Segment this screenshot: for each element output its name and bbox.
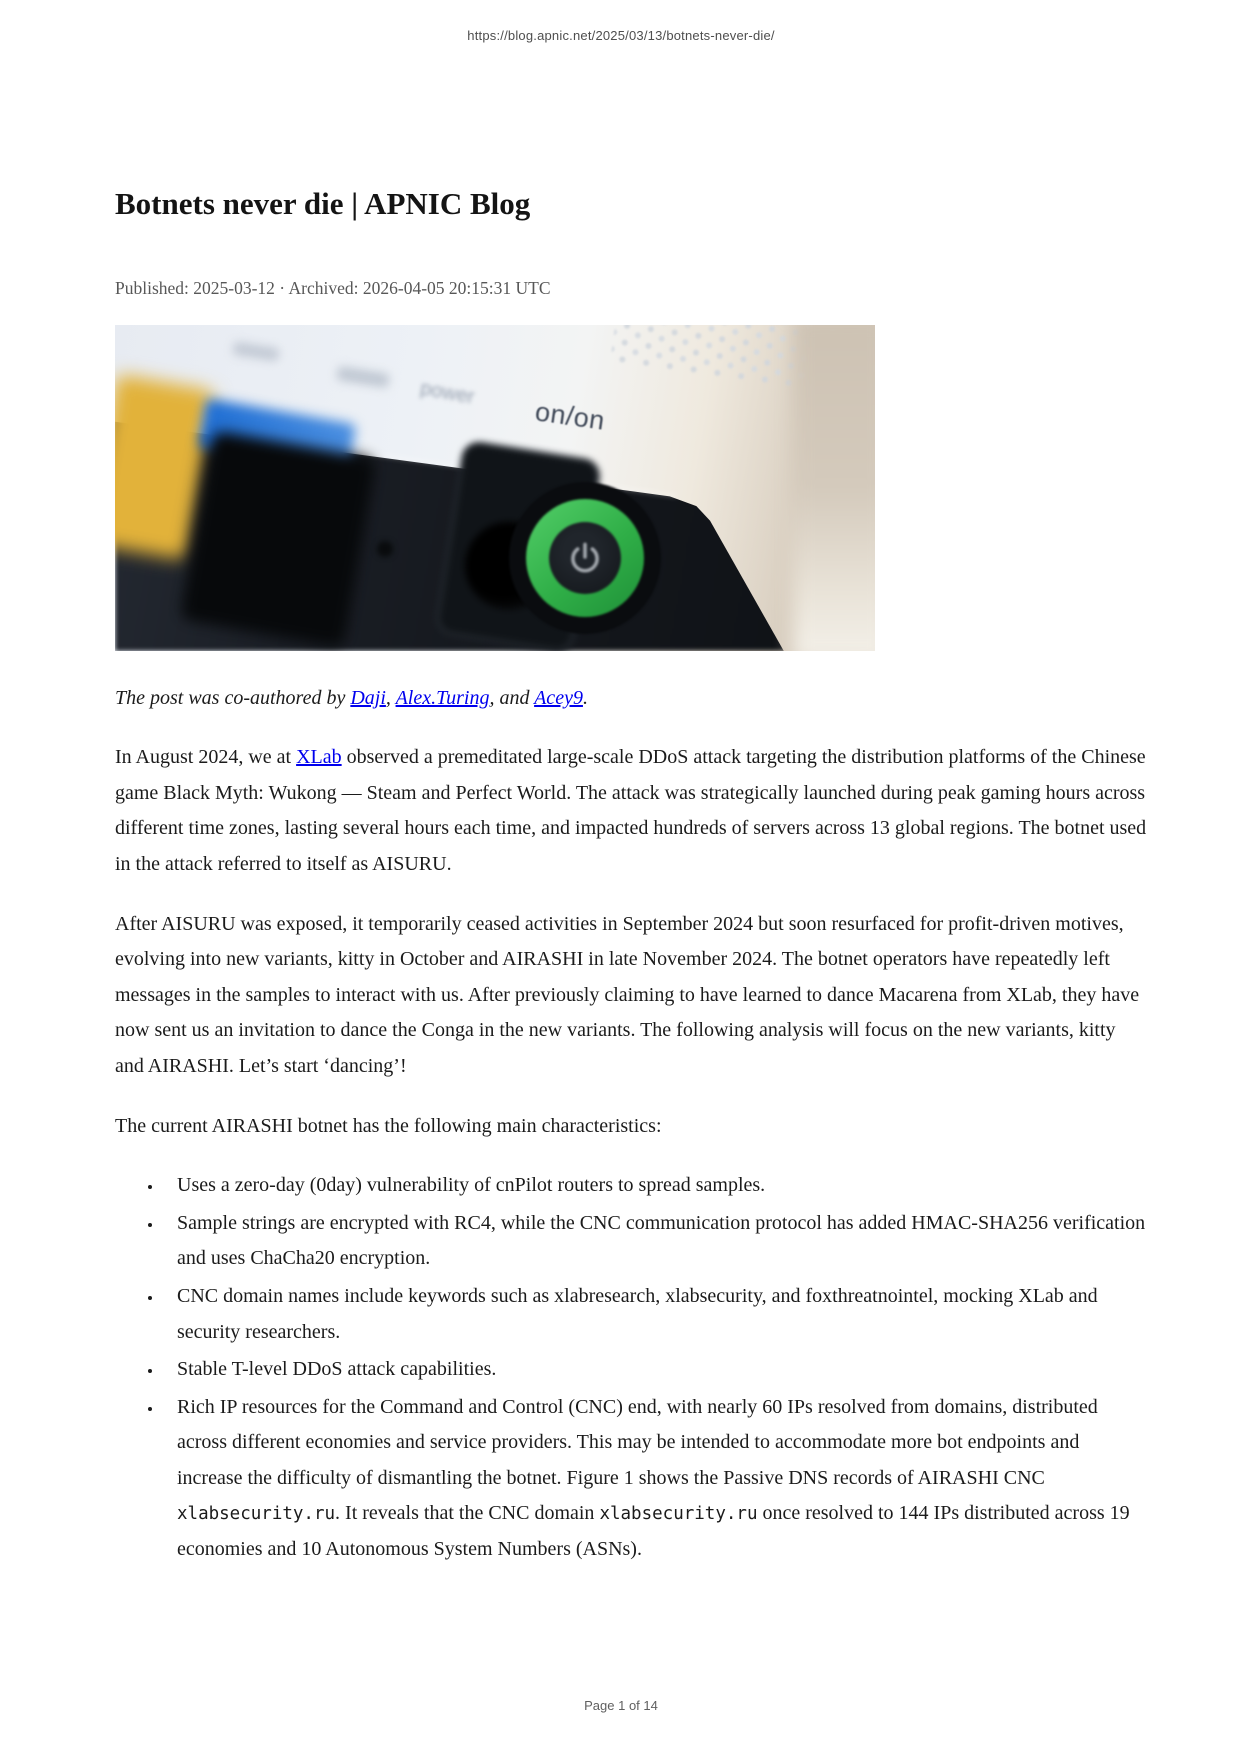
paragraph [115, 1109, 1149, 1145]
list-item [163, 1206, 1149, 1277]
router-power-label: power [418, 377, 477, 409]
mono-text: xlabsecurity.ru [599, 1504, 758, 1525]
port-opening [180, 430, 377, 648]
list-item [163, 1168, 1149, 1204]
mono-text: xlabsecurity.ru [177, 1504, 336, 1525]
article-body [115, 740, 1149, 1144]
list-item [163, 1279, 1149, 1350]
text-segment: Sample strings are encrypted with RC4, while the CNC communication protocol has added HMAC-SHA256 verification and uses ChaCha20 encryption. [177, 1211, 1146, 1270]
power-button-green-ring [526, 499, 644, 617]
source-url: https://blog.apnic.net/2025/03/13/botnets-never-die/ [467, 28, 775, 43]
inline-link[interactable]: Acey9 [534, 687, 583, 710]
article [115, 0, 1149, 1570]
device-side-blur [793, 325, 875, 651]
hero-image [115, 325, 875, 651]
text-segment: CNC domain names include keywords such as xlabresearch, xlabsecurity, and foxthreatnointel, mocking XLab and security researchers. [177, 1284, 1098, 1343]
text-segment: . [582, 687, 588, 710]
router-label-blurred-1 [232, 342, 279, 362]
inline-link[interactable]: Alex.Turing [395, 687, 490, 710]
text-segment: , and [489, 687, 535, 710]
text-segment: The post was co-authored by [115, 687, 351, 710]
inline-link[interactable]: Daji [350, 687, 386, 710]
text-segment: Stable T-level DDoS attack capabilities. [177, 1358, 497, 1381]
text-segment: The current AIRASHI botnet has the following main characteristics: [115, 1114, 662, 1137]
page-title: Botnets never die | APNIC Blog [115, 186, 531, 221]
power-button-core [549, 522, 621, 594]
text-segment: . It reveals that the CNC domain [335, 1502, 600, 1525]
list-item [163, 1390, 1149, 1568]
text-segment: Uses a zero-day (0day) vulnerability of cnPilot routers to spread samples. [177, 1174, 766, 1197]
power-icon [564, 537, 606, 579]
page-number: Page 1 of 14 [584, 1698, 658, 1713]
power-button [509, 482, 661, 634]
byline [115, 681, 1149, 716]
text-segment: once resolved to 144 IPs distributed across 19 economies and 10 Autonomous System Numbers (ASNs). [177, 1502, 1130, 1561]
list-item [163, 1352, 1149, 1388]
paragraph [115, 740, 1149, 882]
text-segment: In August 2024, we at [115, 746, 297, 769]
characteristics-list [115, 1168, 1149, 1568]
text-segment: , [385, 687, 396, 710]
article-meta: Published: 2025-03-12 · Archived: 2026-04-05 20:15:31 UTC [115, 278, 551, 299]
text-segment: After AISURU was exposed, it temporarily ceased activities in September 2024 but soon resurfaced for profit-driven motives, evolving into new variants, kitty in October and AIRASHI in late November 2024. The botnet operators have repeatedly left messages in the samples to interact with us. After previously claiming to have learned to dance Macarena from XLab, they have now sent us an invitation to dance the Conga in the new variants. The following analysis will focus on the new variants, kitty and AIRASHI. Let’s start ‘dancing’! [115, 912, 1140, 1077]
document-footer [0, 1698, 1242, 1713]
paragraph [115, 907, 1149, 1085]
router-label-blurred-2 [336, 366, 390, 388]
inline-link[interactable]: XLab [296, 746, 342, 769]
text-segment: observed a premeditated large-scale DDoS attack targeting the distribution platforms of the Chinese game Black Myth: Wukong — Steam and Perfect World. The attack was strategically launched during peak gaming hours across different time zones, lasting several hours each time, and impacted hundreds of servers across 13 global regions. The botnet used in the attack referred to itself as AISURU. [115, 746, 1147, 875]
router-on-on-label: on/on [533, 396, 607, 436]
text-segment: Rich IP resources for the Command and Control (CNC) end, with nearly 60 IPs resolved from domains, distributed across different economies and service providers. This may be intended to accommodate more bot endpoints and increase the difficulty of dismantling the botnet. Figure 1 shows the Passive DNS records of AIRASHI CNC [177, 1395, 1098, 1489]
